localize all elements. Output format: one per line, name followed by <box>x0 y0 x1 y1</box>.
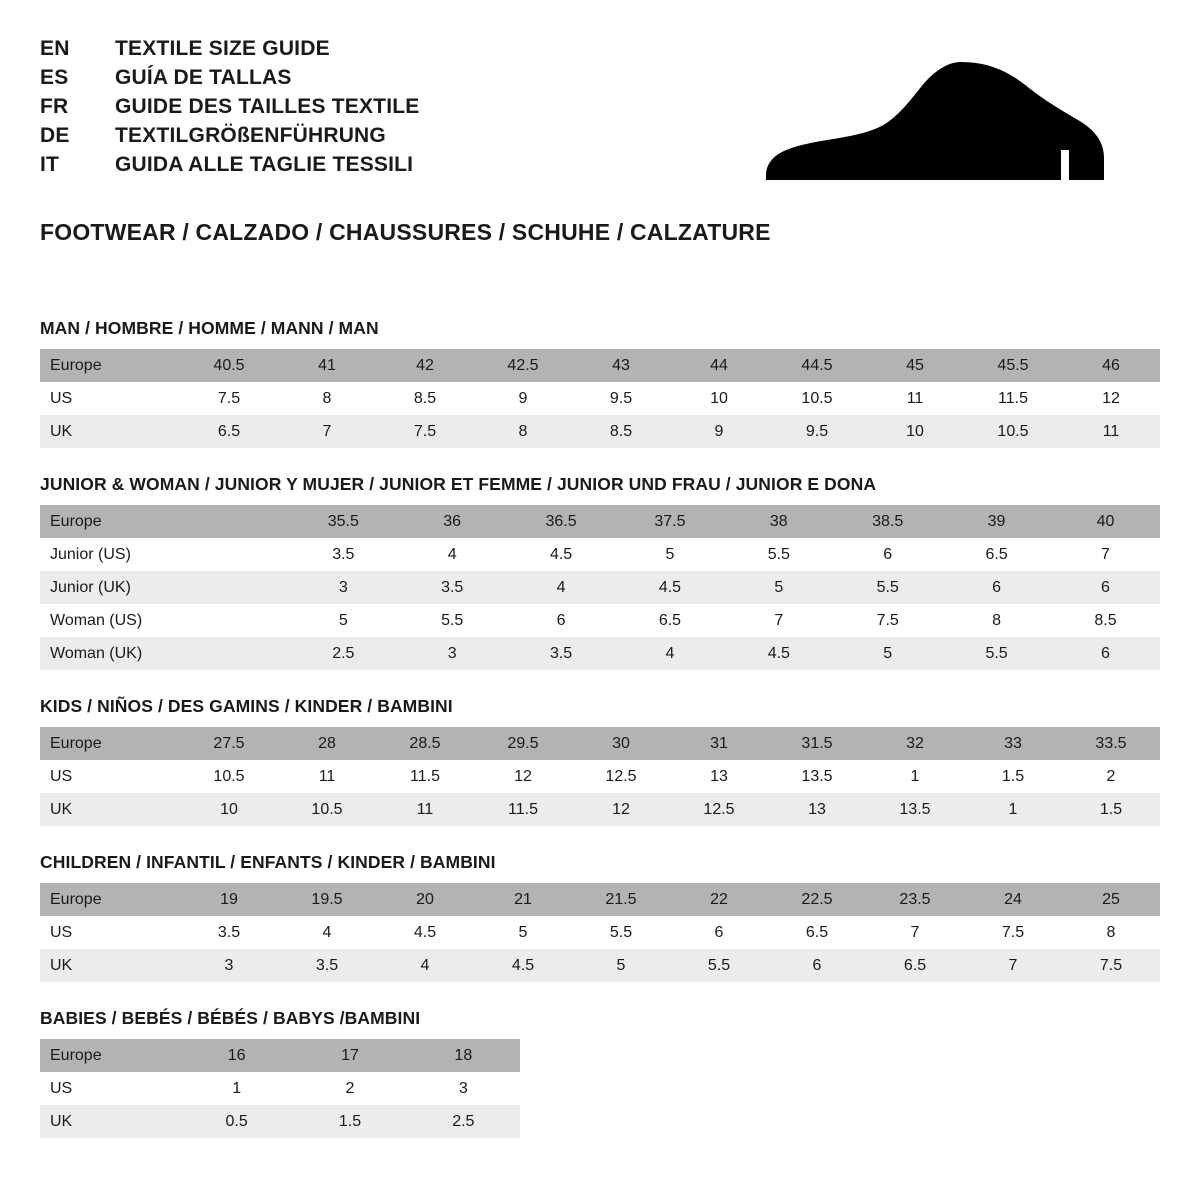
section-man <box>40 318 1160 448</box>
cell: 12.5 <box>572 760 670 793</box>
cell: 45 <box>866 349 964 382</box>
cell: 7.5 <box>180 382 278 415</box>
cell: 4.5 <box>376 916 474 949</box>
cell: 5 <box>616 538 725 571</box>
row-label: Woman (UK) <box>40 637 180 670</box>
row-label: Junior (UK) <box>40 571 180 604</box>
row-label: Europe <box>40 1039 180 1072</box>
cell: 8 <box>942 604 1051 637</box>
cell: 10.5 <box>278 793 376 826</box>
cell: 1 <box>180 1072 293 1105</box>
size-table-man <box>40 349 1160 448</box>
cell: 6 <box>507 604 616 637</box>
cell: 24 <box>964 883 1062 916</box>
row-label: US <box>40 916 180 949</box>
row-label: UK <box>40 1105 180 1138</box>
row-label: US <box>40 382 180 415</box>
cell: 11.5 <box>964 382 1062 415</box>
size-table-babies <box>40 1039 520 1138</box>
cell: 28.5 <box>376 727 474 760</box>
cell: 1.5 <box>964 760 1062 793</box>
cell: 13 <box>670 760 768 793</box>
table-row <box>40 637 1160 670</box>
language-code: ES <box>40 66 69 90</box>
cell: 5.5 <box>724 538 833 571</box>
cell: 13.5 <box>768 760 866 793</box>
cell: 40 <box>1051 505 1160 538</box>
cell: 25 <box>1062 883 1160 916</box>
table-row <box>40 1105 520 1138</box>
cell: 21.5 <box>572 883 670 916</box>
table-row <box>40 415 1160 448</box>
cell: 6.5 <box>768 916 866 949</box>
language-row <box>40 125 419 147</box>
cell: 7 <box>1051 538 1160 571</box>
cell: 7 <box>964 949 1062 982</box>
cell: 9 <box>670 415 768 448</box>
cell: 39 <box>942 505 1051 538</box>
cell: 5.5 <box>398 604 507 637</box>
cell: 6.5 <box>866 949 964 982</box>
cell: 43 <box>572 349 670 382</box>
cell: 10.5 <box>964 415 1062 448</box>
cell: 12 <box>1062 382 1160 415</box>
cell: 6.5 <box>942 538 1051 571</box>
language-title: TEXTILGRÖßENFÜHRUNG <box>115 124 386 148</box>
cell: 37.5 <box>616 505 725 538</box>
cell: 5.5 <box>833 571 942 604</box>
cell: 2 <box>293 1072 406 1105</box>
cell: 2.5 <box>289 637 398 670</box>
cell: 3.5 <box>507 637 616 670</box>
cell: 6.5 <box>616 604 725 637</box>
section-babies <box>40 1008 1160 1138</box>
section-kids <box>40 696 1160 826</box>
cell: 3 <box>398 637 507 670</box>
cell: 44 <box>670 349 768 382</box>
cell: 1 <box>964 793 1062 826</box>
cell: 7.5 <box>1062 949 1160 982</box>
row-label: UK <box>40 793 180 826</box>
cell: 13 <box>768 793 866 826</box>
cell: 7 <box>278 415 376 448</box>
cell: 3 <box>407 1072 520 1105</box>
cell: 11.5 <box>474 793 572 826</box>
table-row <box>40 760 1160 793</box>
table-row <box>40 1072 520 1105</box>
cell: 8.5 <box>376 382 474 415</box>
cell: 6 <box>768 949 866 982</box>
table-row <box>40 571 1160 604</box>
size-table-children <box>40 883 1160 982</box>
cell: 10 <box>866 415 964 448</box>
cell: 42.5 <box>474 349 572 382</box>
language-title: GUIDE DES TAILLES TEXTILE <box>115 95 420 119</box>
table-row <box>40 604 1160 637</box>
cell: 3.5 <box>278 949 376 982</box>
cell: 5.5 <box>942 637 1051 670</box>
cell: 4 <box>376 949 474 982</box>
cell: 22.5 <box>768 883 866 916</box>
table-row <box>40 349 1160 382</box>
row-label: UK <box>40 415 180 448</box>
cell: 32 <box>866 727 964 760</box>
cell: 10.5 <box>180 760 278 793</box>
cell: 38 <box>724 505 833 538</box>
row-label: UK <box>40 949 180 982</box>
table-row <box>40 949 1160 982</box>
row-label: Europe <box>40 727 180 760</box>
cell <box>180 538 289 571</box>
cell: 4 <box>398 538 507 571</box>
cell: 27.5 <box>180 727 278 760</box>
cell: 8 <box>1062 916 1160 949</box>
language-row <box>40 96 419 118</box>
cell: 3.5 <box>289 538 398 571</box>
cell: 7.5 <box>376 415 474 448</box>
cell: 8.5 <box>572 415 670 448</box>
cell: 1 <box>866 760 964 793</box>
cell: 29.5 <box>474 727 572 760</box>
table-row <box>40 505 1160 538</box>
section-title: BABIES / BEBÉS / BÉBÉS / BABYS /BAMBINI <box>40 1008 421 1028</box>
language-title: GUIDA ALLE TAGLIE TESSILI <box>115 153 414 177</box>
cell: 4 <box>278 916 376 949</box>
cell: 11 <box>376 793 474 826</box>
row-label: US <box>40 760 180 793</box>
section-children <box>40 852 1160 982</box>
cell: 20 <box>376 883 474 916</box>
cell: 10 <box>180 793 278 826</box>
language-code: FR <box>40 95 69 119</box>
cell <box>180 604 289 637</box>
cell: 18 <box>407 1039 520 1072</box>
language-row <box>40 38 419 60</box>
table-row <box>40 382 1160 415</box>
language-row <box>40 67 419 89</box>
cell: 36.5 <box>507 505 616 538</box>
cell: 7 <box>724 604 833 637</box>
cell: 4.5 <box>724 637 833 670</box>
cell: 42 <box>376 349 474 382</box>
cell: 13.5 <box>866 793 964 826</box>
cell: 35.5 <box>289 505 398 538</box>
cell: 17 <box>293 1039 406 1072</box>
cell: 11 <box>1062 415 1160 448</box>
cell: 7.5 <box>833 604 942 637</box>
cell: 22 <box>670 883 768 916</box>
cell: 8 <box>474 415 572 448</box>
cell: 5 <box>289 604 398 637</box>
size-table-junior-woman <box>40 505 1160 670</box>
table-row <box>40 1039 520 1072</box>
cell: 38.5 <box>833 505 942 538</box>
cell: 4.5 <box>474 949 572 982</box>
cell: 45.5 <box>964 349 1062 382</box>
cell: 11.5 <box>376 760 474 793</box>
section-title: KIDS / NIÑOS / DES GAMINS / KINDER / BAMBINI <box>40 696 453 716</box>
cell: 9 <box>474 382 572 415</box>
table-row <box>40 916 1160 949</box>
cell: 8 <box>278 382 376 415</box>
cell: 5 <box>724 571 833 604</box>
cell: 28 <box>278 727 376 760</box>
cell <box>180 571 289 604</box>
cell: 6 <box>833 538 942 571</box>
row-label: US <box>40 1072 180 1105</box>
language-code: DE <box>40 124 70 148</box>
table-row <box>40 538 1160 571</box>
cell: 33 <box>964 727 1062 760</box>
cell: 31 <box>670 727 768 760</box>
cell: 9.5 <box>572 382 670 415</box>
cell: 5.5 <box>572 916 670 949</box>
cell <box>180 637 289 670</box>
cell: 0.5 <box>180 1105 293 1138</box>
cell: 19.5 <box>278 883 376 916</box>
cell: 10.5 <box>768 382 866 415</box>
table-row <box>40 793 1160 826</box>
cell: 5 <box>474 916 572 949</box>
cell: 11 <box>866 382 964 415</box>
cell: 31.5 <box>768 727 866 760</box>
cell: 19 <box>180 883 278 916</box>
language-title: TEXTILE SIZE GUIDE <box>115 37 330 60</box>
language-title-list <box>40 30 419 176</box>
cell: 2.5 <box>407 1105 520 1138</box>
cell: 36 <box>398 505 507 538</box>
language-code: IT <box>40 153 60 177</box>
size-sections <box>40 318 1160 1138</box>
cell: 3.5 <box>398 571 507 604</box>
cell: 5.5 <box>670 949 768 982</box>
cell: 4.5 <box>616 571 725 604</box>
language-row <box>40 154 419 176</box>
cell: 4.5 <box>507 538 616 571</box>
row-label: Woman (US) <box>40 604 180 637</box>
cell: 33.5 <box>1062 727 1160 760</box>
cell: 4 <box>507 571 616 604</box>
cell: 6 <box>942 571 1051 604</box>
cell: 16 <box>180 1039 293 1072</box>
section-junior-woman <box>40 474 1160 670</box>
cell: 8.5 <box>1051 604 1160 637</box>
cell: 9.5 <box>768 415 866 448</box>
cell: 40.5 <box>180 349 278 382</box>
cell: 23.5 <box>866 883 964 916</box>
row-label: Junior (US) <box>40 538 180 571</box>
cell: 2 <box>1062 760 1160 793</box>
cell: 21 <box>474 883 572 916</box>
cell: 41 <box>278 349 376 382</box>
cell: 11 <box>278 760 376 793</box>
cell: 6.5 <box>180 415 278 448</box>
language-title: GUÍA DE TALLAS <box>115 66 292 90</box>
cell: 7.5 <box>964 916 1062 949</box>
cell: 6 <box>1051 637 1160 670</box>
cell: 3 <box>289 571 398 604</box>
cell: 6 <box>1051 571 1160 604</box>
cell: 12 <box>474 760 572 793</box>
cell: 1.5 <box>293 1105 406 1138</box>
row-label: Europe <box>40 883 180 916</box>
cell <box>180 505 289 538</box>
size-table-kids <box>40 727 1160 826</box>
cell: 5 <box>833 637 942 670</box>
cell: 30 <box>572 727 670 760</box>
row-label: Europe <box>40 505 180 538</box>
table-row <box>40 883 1160 916</box>
category-title: FOOTWEAR / CALZADO / CHAUSSURES / SCHUHE / CALZATURE <box>40 219 771 245</box>
cell: 12 <box>572 793 670 826</box>
page-header <box>40 30 1160 188</box>
section-title: MAN / HOMBRE / HOMME / MANN / MAN <box>40 318 379 338</box>
language-code: EN <box>40 37 70 60</box>
cell: 3 <box>180 949 278 982</box>
cell: 46 <box>1062 349 1160 382</box>
cell: 1.5 <box>1062 793 1160 826</box>
section-title: CHILDREN / INFANTIL / ENFANTS / KINDER / BAMBINI <box>40 852 496 872</box>
cell: 4 <box>616 637 725 670</box>
section-title: JUNIOR & WOMAN / JUNIOR Y MUJER / JUNIOR ET FEMME / JUNIOR UND FRAU / JUNIOR E DONA <box>40 474 877 494</box>
cell: 44.5 <box>768 349 866 382</box>
table-row <box>40 727 1160 760</box>
cell: 10 <box>670 382 768 415</box>
cell: 7 <box>866 916 964 949</box>
dress-shoe-icon <box>765 58 1105 188</box>
row-label: Europe <box>40 349 180 382</box>
cell: 12.5 <box>670 793 768 826</box>
cell: 5 <box>572 949 670 982</box>
cell: 6 <box>670 916 768 949</box>
cell: 3.5 <box>180 916 278 949</box>
